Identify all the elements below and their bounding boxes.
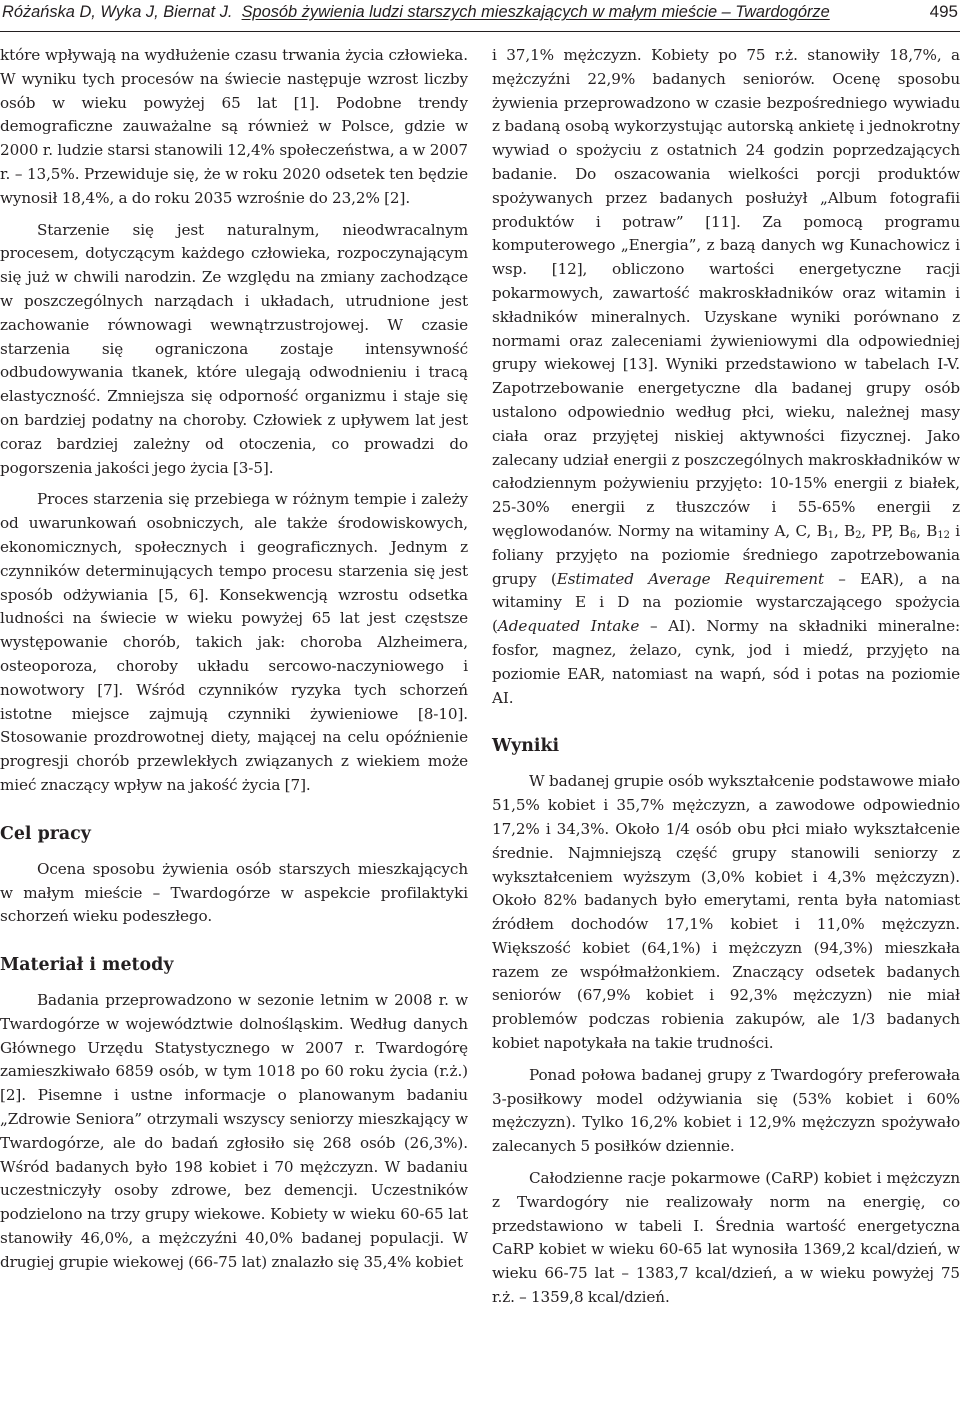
ai-intro-text: – EAR), a na witaminy E i D na poziomie wystarczającego spożycia ( — [492, 569, 960, 636]
vitamin-norms-text: Normy na witaminy A, C, B — [617, 521, 828, 540]
subscript-b1: 1 — [827, 529, 834, 541]
header-authors: Różańska D, Wyka J, Biernat J. — [2, 3, 233, 21]
subscript-b2: 2 — [855, 529, 862, 541]
section-heading-results: Wyniki — [492, 736, 560, 757]
section-heading-methods: Materiał i metody — [0, 955, 174, 976]
ear-term: Estimated Average Requirement — [556, 569, 824, 588]
aging-factors-paragraph: Proces starzenia się przebiega w różnym tempie i zależy od uwarunkowań osobniczych, ale także środowiskowych, ekonomicznych, społecznych i geograficznych. Jednym z czynników determinujących tempo procesu starzenia się jest sposób odżywiania [5, 6]. Konsekwencją wzrostu odsetka ludności na świecie w wieku powyżej 65 lat jest częstsze występowanie chorób, takich jak: choroba Alzheimera, osteoporoza, choroby układu sercowo-naczyniowego i nowotwory [7]. Wśród czynników ryzyka tych schorzeń istotne miejsce zajmują czynniki żywieniowe [8-10]. Stosowanie prozdrowotnej diety, mającej na celu opóźnienie progresji chorób przewlekłych związanych z wiekiem może mieć znaczący wpływ na jakość życia [7]. — [0, 490, 468, 794]
header-article-title: Sposób żywienia ludzi starszych mieszkających w małym mieście – Twardogórze — [241, 3, 830, 21]
right-column — [492, 44, 960, 1310]
running-header-text — [2, 0, 830, 24]
results-education-paragraph: W badanej grupie osób wykształcenie podstawowe miało 51,5% kobiet i 35,7% mężczyzn, a zawodowe odpowiednio 17,2% i 34,3%. Około 1/4 osób obu płci miało wykształcenie średnie. Najmniejszą część grupy stanowili seniorzy z wykształceniem wyższym (3,0% kobiet i 4,3% mężczyzn). Około 82% badanych było emerytami, renta była natomiast źródłem dochodów 17,1% kobiet i 11,0% mężczyzn. Większość kobiet (64,1%) i mężczyzn (94,3%) mieszkała razem ze współmałżonkiem. Znaczący odsetek badanych seniorów (67,9% kobiet i 92,3% mężczyzn) nie miał problemów podczas robienia zakupów, ale 1/3 badanych kobiet napotykała na takie trudności. — [492, 772, 960, 1053]
subscript-b6: 6 — [909, 529, 917, 541]
aim-paragraph: Ocena sposobu żywienia osób starszych mieszkających w małym mieście – Twardogórze w aspekcie profilaktyki schorzeń wieku podeszłego. — [0, 859, 468, 926]
results-energy-paragraph: Całodzienne racje pokarmowe (CaRP) kobiet i mężczyzn z Twardogóry nie realizowały norm na energię, co przedstawiono w tabeli I. Średnia wartość energetyczna CaRP kobiet w wieku 60-65 lat wynosiła 1369,2 kcal/dzień, w wieku 66-75 lat – 1383,7 kcal/dzień, a w wieku powyżej 75 r.ż. – 1359,8 kcal/dzień. — [492, 1169, 960, 1307]
ear-intro-text: i foliany przyjęto na poziomie średniego zapotrzebowania grupy ( — [492, 521, 960, 588]
aging-process-paragraph: Starzenie się jest naturalnym, nieodwracalnym procesem, dotyczącym każdego człowieka, rozpoczynającym się już w chwili narodzin. Ze względu na zmiany zachodzące w poszczególnych narządach i układach, utrudnione jest zachowanie równowagi wewnątrzustrojowej. W czasie starzenia się ograniczona zostaje intensywność odbudowywania tkanek, które ulegają odwodnieniu i tracą elastyczność. Zmniejsza się odporność organizmu i staje się on bardziej podatny na choroby. Człowiek z upływem lat jest coraz bardziej zależny od otoczenia, co prowadzi do pogorszenia jakości jego życia [3-5]. — [0, 220, 468, 477]
results-meals-paragraph: Ponad połowa badanej grupy z Twardogóry preferowała 3-posiłkowy model odżywiania się (53% kobiet i 60% mężczyzn). Tylko 16,2% kobiet i 12,9% mężczyzn spożywało zalecanych 5 posiłków dziennie. — [492, 1065, 960, 1156]
vitamin-separator: , B — [916, 521, 938, 540]
left-column — [0, 44, 468, 1275]
vitamin-separator: , B — [833, 521, 856, 540]
mineral-norms-text: – AI). Normy na składniki mineralne: fosfor, magnez, żelazo, cynk, jod i miedź, przyjęto na poziomie EAR, natomiast na wapń, sód i potas na poziomie AI. — [492, 617, 960, 707]
ai-term: Adequated Intake — [497, 617, 640, 636]
subscript-b12: 12 — [937, 529, 950, 541]
section-heading-aim: Cel pracy — [0, 823, 91, 844]
header-rule — [0, 31, 960, 32]
page-number: 495 — [929, 2, 958, 21]
running-header — [0, 0, 960, 24]
methods-paragraph: Badania przeprowadzono w sezonie letnim w 2008 r. w Twardogórze w województwie dolnośląskim. Według danych Głównego Urzędu Statystycznego w 2007 r. Twardogórę zamieszkiwało 6859 osób, w tym 1018 po 60 roku życia (r.ż.) [2]. Pisemne i ustne informacje o planowanym badaniu „Zdrowie Seniora” otrzymali wszyscy seniorzy mieszkający w Twardogórze, ale do badań zgłosiło się 268 osób (26,3%). Wśród badanych było 198 kobiet i 70 mężczyzn. W badaniu uczestniczyły osoby zdrowe, bez demencji. Uczestników podzielono na trzy grupy wiekowe. Kobiety w wieku 60-65 lat stanowiły 46,0%, a mężczyźni 40,0% badanej populacji. W drugiej grupie wiekowej (66-75 lat) znalazło się 35,4% kobiet — [0, 991, 468, 1271]
methods-survey-text: i 37,1% mężczyzn. Kobiety po 75 r.ż. stanowiły 18,7%, a mężczyźni 22,9% badanych seniorów. Ocenę sposobu żywienia przeprowadzono w czasie bezpośredniego wywiadu z badaną osobą wykorzystując autorską ankietę i jednokrotny wywiad o spożyciu z ostatnich 24 godzin poprzedzających badanie. Do oszacowania wielkości porcji produktów spożywanych przez badanych posłużył „Album fotografii produktów i potraw” [11]. Za pomocą programu komputerowego „Energia”, z bazą danych wg Kunachowicz i wsp. [12], obliczono wartości energetyczne racji pokarmowych, zawartość makroskładników oraz witamin i składników mineralnych. Uzyskane wyniki porównano z normami oraz zaleceniami żywieniowymi dla odpowiedniej grupy wiekowej [13]. Wyniki przedstawiono w tabelach I-V. Zapotrzebowanie energetyczne dla badanej grupy osób ustalono odpowiednio według płci, wieku, należnej masy ciała oraz przyjętej niskiej aktywności fizycznej. Jako zalecany udział energii z poszczególnych makroskładników w całodziennym pożywieniu przyjęto: 10-15% energii z białek, 25-30% energii z tłuszczów i 55-65% energii z węglowodanów. — [492, 46, 960, 540]
vitamin-separator: , PP, B — [861, 521, 910, 540]
intro-paragraph-continued: które wpływają na wydłużenie czasu trwania życia człowieka. W wyniku tych procesów na świecie następuje wzrost liczby osób w wieku powyżej 65 lat [1]. Podobne trendy demograficzne zauważalne są również w Polsce, gdzie w 2000 r. ludzie starsi stanowili 12,4% społeczeństwa, a w 2007 r. – 13,5%. Przewiduje się, że w roku 2020 odsetek ten będzie wynosił 18,4%, a do roku 2035 wzrośnie do 23,2% [2]. — [0, 46, 468, 207]
methods-paragraph-continued — [492, 44, 960, 710]
